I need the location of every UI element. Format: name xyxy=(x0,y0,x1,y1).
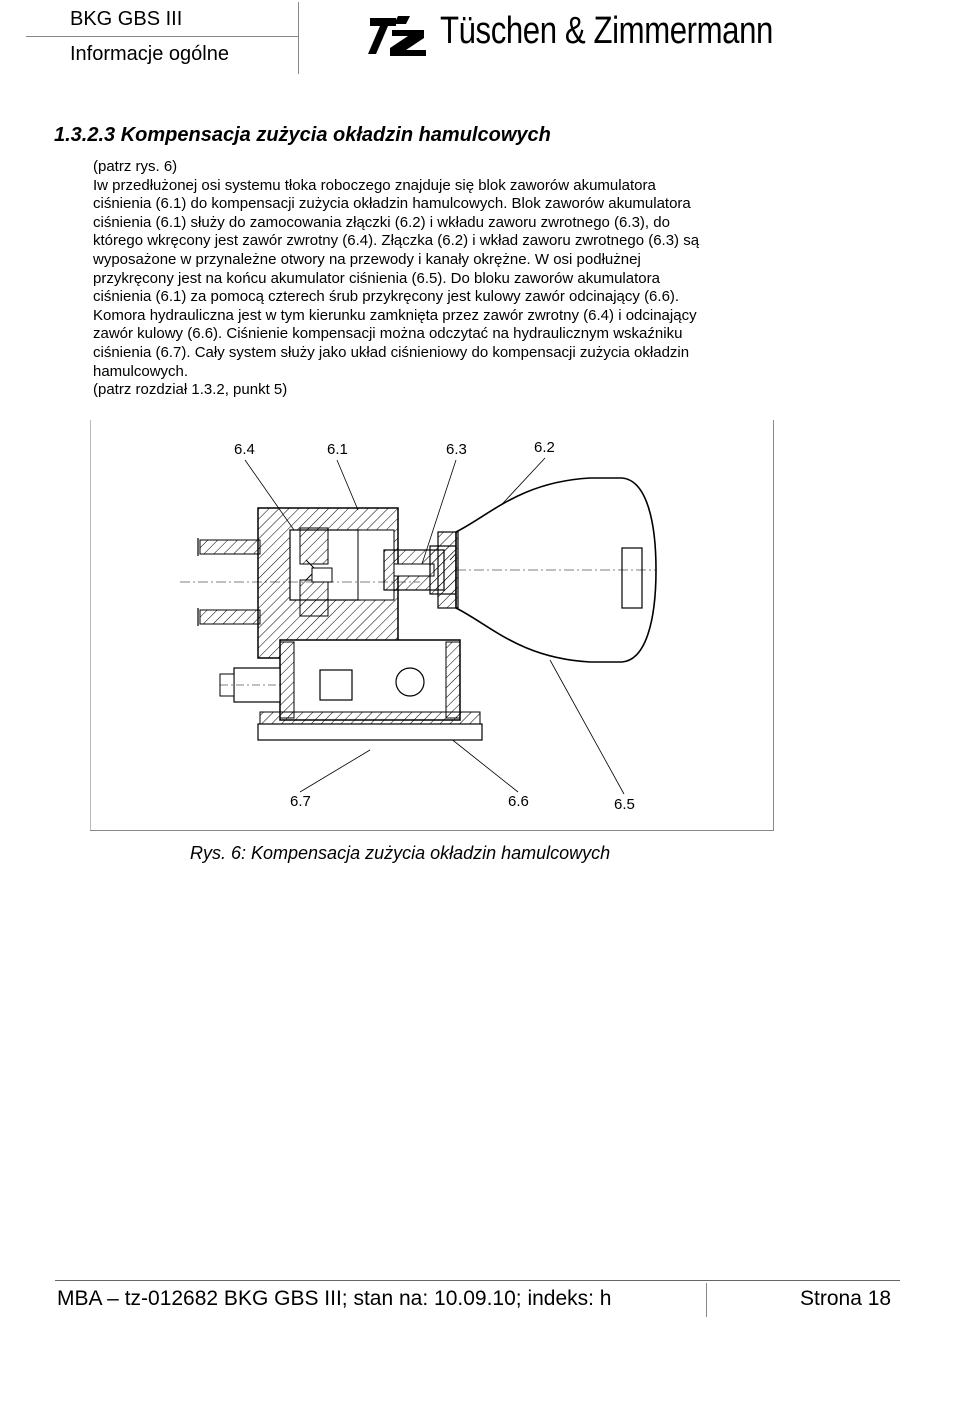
lower-block xyxy=(258,640,482,740)
body-line: wyposażone w przynależne otwory na przewody i kanały okrężne. W osi podłużnej xyxy=(93,250,641,268)
header-divider xyxy=(26,36,298,37)
gauge-connection xyxy=(220,668,280,702)
page-header xyxy=(0,0,960,80)
footer-page-number: Strona 18 xyxy=(800,1287,892,1310)
label-6-7: 6.7 xyxy=(290,793,311,810)
body-line: hamulcowych. xyxy=(93,362,189,380)
body-line: (patrz rozdział 1.3.2, punkt 5) xyxy=(93,381,288,399)
body-line: ciśnienia (6.7). Cały system służy jako układ ciśnieniowy do kompensacji zużycia okładzin xyxy=(93,343,690,361)
body-line: ciśnienia (6.1) do kompensacji zużycia okładzin hamulcowych. Blok zaworów akumulatora xyxy=(93,195,691,213)
body-line: zawór kulowy (6.6). Ciśnienie kompensacji można odczytać na hydraulicznym wskaźniku xyxy=(93,325,683,343)
header-section: Informacje ogólne xyxy=(70,43,229,65)
section-title: 1.3.2.3 Kompensacja zużycia okładzin hamulcowych xyxy=(54,124,551,146)
label-6-1: 6.1 xyxy=(327,441,348,458)
body-line: Komora hydrauliczna jest w tym kierunku zamknięta przez zawór zwrotny (6.4) i odcinający xyxy=(93,306,697,324)
header-company: Tüschen & Zimmermann xyxy=(440,10,773,52)
figure-caption: Rys. 6: Kompensacja zużycia okładzin hamulcowych xyxy=(190,843,611,863)
body-line: Iw przedłużonej osi systemu tłoka roboczego znajduje się blok zaworów akumulatora xyxy=(93,176,656,194)
label-6-5: 6.5 xyxy=(614,796,635,813)
header-product: BKG GBS III xyxy=(70,8,183,30)
header-separator xyxy=(298,2,299,74)
footer-divider xyxy=(55,1280,900,1281)
section-body xyxy=(93,158,773,400)
tz-logo-icon xyxy=(366,10,430,60)
technical-drawing xyxy=(90,420,774,831)
label-6-3: 6.3 xyxy=(446,441,467,458)
pressure-accumulator xyxy=(456,478,656,662)
body-line: którego wkręcony jest zawór zwrotny (6.4). Złączka (6.2) i wkład zaworu zwrotnego (6.3) są xyxy=(93,232,700,250)
footer-separator xyxy=(706,1283,707,1317)
fitting xyxy=(438,532,458,608)
label-6-2: 6.2 xyxy=(534,439,555,456)
label-6-6: 6.6 xyxy=(508,793,529,810)
body-line: ciśnienia (6.1) służy do zamocowania złączki (6.2) i wkładu zaworu zwrotnego (6.3), do xyxy=(93,213,670,231)
body-line: przykręcony jest na końcu akumulator ciśnienia (6.5). Do bloku zaworów akumulatora xyxy=(93,269,660,287)
body-line: ciśnienia (6.1) za pomocą czterech śrub przykręcony jest kulowy zawór odcinający (6.6). xyxy=(93,288,680,306)
footer-document-info: MBA – tz-012682 BKG GBS III; stan na: 10.09.10; indeks: h xyxy=(57,1287,612,1310)
label-6-4: 6.4 xyxy=(234,441,255,458)
body-line: (patrz rys. 6) xyxy=(93,158,178,175)
drawing-svg xyxy=(90,420,773,830)
